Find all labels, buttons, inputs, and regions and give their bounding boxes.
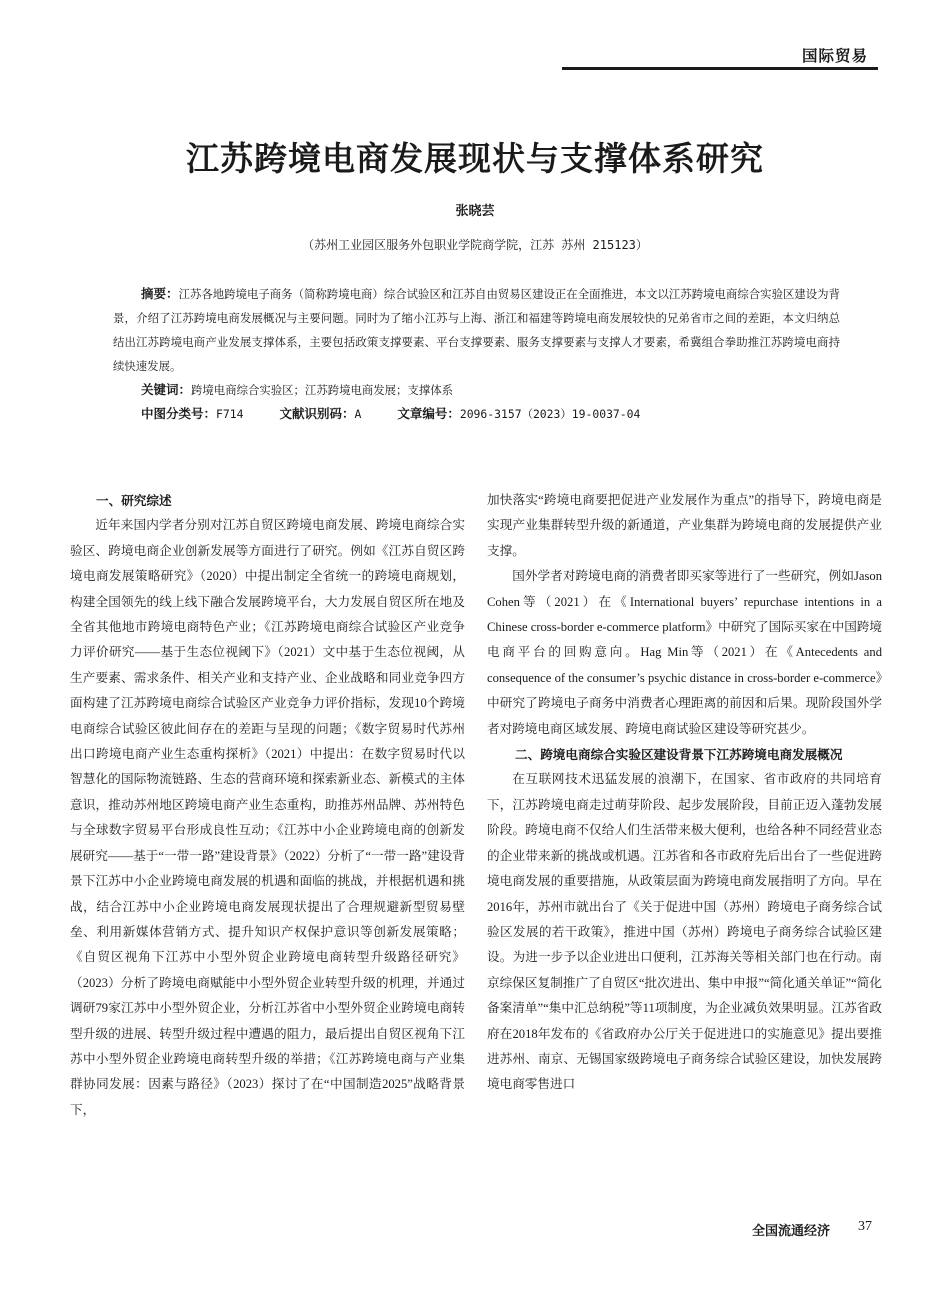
author-affiliation: （苏州工业园区服务外包职业学院商学院，江苏 苏州 215123） <box>302 238 648 252</box>
article-number-value: 2096-3157（2023）19-0037-04 <box>459 407 641 421</box>
abstract-block <box>113 282 840 426</box>
section-1-heading: 一、研究综述 <box>96 493 172 508</box>
keywords-label: 关键词： <box>141 382 192 397</box>
article-number-label: 文章编号： <box>397 406 460 421</box>
keywords-line <box>113 378 840 402</box>
abstract-paragraph <box>113 282 840 378</box>
section-label: 国际贸易 <box>801 47 868 65</box>
doc-code-value: A <box>354 407 362 421</box>
page-number: 37 <box>858 1219 872 1234</box>
right-column <box>487 488 882 1098</box>
left-column <box>70 488 465 1123</box>
author-name: 张晓芸 <box>455 204 495 219</box>
keywords-text: 跨境电商综合实验区；江苏跨境电商发展；支撑体系 <box>191 383 454 397</box>
body-paragraph: 近年来国内学者分别对江苏自贸区跨境电商发展、跨境电商综合实验区、跨境电商企业创新发展等方面进行了研究。例如《江苏自贸区跨境电商发展策略研究》（2020）中提出制定全省统一的跨境电商规划，构建全国领先的线上线下融合发展跨境平台，大力发展自贸区所在地及全省其他地市跨境电商特色产业；《江苏跨境电商综合试验区产业竞争力评价研究——基于生态位视阈下》（2021）文中基于生态位视阈，从生产要素、需求条件、相关产业和支持产业、企业战略和同业竞争四方面构建了江苏跨境电商综合试验区产业竞争力评价指标，发现10个跨境电商综合试验区彼此间存在的差距与呈现的问题；《数字贸易时代苏州出口跨境电商产业生态重构探析》（2021）中提出：在数字贸易时代以智慧化的国际物流链路、生态的营商环境和探索新业态、新模式的主体意识，推动苏州地区跨境电商产业生态重构，助推苏州品牌、苏州特色与全球数字贸易平台形成良性互动；《江苏中小企业跨境电商的创新发展研究——基于“一带一路”建设背景》（2022）分析了“一带一路”建设背景下江苏中小企业跨境电商发展的机遇和面临的挑战，并根据机遇和挑战，结合江苏中小企业跨境电商发展现状提出了合理规避新型贸易壁垒、利用新媒体营销方式、提升知识产权保护意识等创新发展策略；《自贸区视角下江苏中小型外贸企业跨境电商转型升级路径研究》（2023）分析了跨境电商赋能中小型外贸企业转型升级的机理，并通过调研79家江苏中小型外贸企业，分析江苏省中小型外贸企业跨境电商转型升级的进展、转型升级过程中遭遇的阻力，最后提出自贸区视角下江苏中小型外贸企业跨境电商转型升级的举措；《江苏跨境电商与产业集群协同发展：因素与路径》（2023）探讨了在“中国制造2025”战略背景下， <box>70 518 465 1117</box>
footer-journal-name: 全国流通经济 <box>752 1224 831 1239</box>
abstract-text: 江苏各地跨境电子商务（简称跨境电商）综合试验区和江苏自由贸易区建设正在全面推进，本文以江苏跨境电商综合实验区建设为背景，介绍了江苏跨境电商发展概况与主要问题。同时为了缩小江苏与上海、浙江和福建等跨境电商发展较快的兄弟省市之间的差距，本文归纳总结出江苏跨境电商产业发展支撑体系，主要包括政策支撑要素、平台支撑要素、服务支撑要素与支撑人才要素，希冀组合拳助推江苏跨境电商持续快速发展。 <box>113 287 840 373</box>
header-rule <box>562 67 878 70</box>
body-paragraph-continued: 加快落实“跨境电商要把促进产业发展作为重点”的指导下，跨境电商是实现产业集群转型升级的新通道，产业集群为跨境电商的发展提供产业支撑。 <box>487 493 882 558</box>
body-paragraph: 国外学者对跨境电商的消费者即买家等进行了一些研究，例如Jason Cohen等（2021）在《International buyers’ repurchase intentions in a Chinese cross-border e-commerce platform》中研究了国际买家在中国跨境电商平台的回购意向。Hag Min等（2021）在《Antecedents and consequence of the consumer’s psychic distance in cross-border e-commerce》中研究了跨境电子商务中消费者心理距离的前因和后果。现阶段国外学者对跨境电商区域发展、跨境电商试验区建设等研究甚少。 <box>487 569 882 736</box>
clc-value: F714 <box>216 407 244 421</box>
abstract-label: 摘要： <box>141 286 179 301</box>
article-title: 江苏跨境电商发展现状与支撑体系研究 <box>186 139 764 178</box>
body-paragraph: 在互联网技术迅猛发展的浪潮下，在国家、省市政府的共同培育下，江苏跨境电商走过萌芽阶段、起步发展阶段，目前正迈入蓬勃发展阶段。跨境电商不仅给人们生活带来极大便利，也给各种不同经营业态的企业带来新的挑战或机遇。江苏省和各市政府先后出台了一些促进跨境电商发展的重要措施，从政策层面为跨境电商发展指明了方向。早在2016年，苏州市就出台了《关于促进中国（苏州）跨境电子商务综合试验区发展的若干政策》，推进中国（苏州）跨境电子商务综合试验区建设。为进一步予以企业进出口便利，江苏海关等相关部门也在行动。南京综保区复制推广了自贸区“批次进出、集中申报”“简化通关单证”“简化备案清单”“集中汇总纳税”等11项制度，为企业减负效果明显。江苏省政府在2018年发布的《省政府办公厅关于促进进口的实施意见》提出要推进苏州、南京、无锡国家级跨境电子商务综合试验区建设，加快发展跨境电商零售进口 <box>487 772 882 1092</box>
clc-label: 中图分类号： <box>141 406 217 421</box>
section-2-heading: 二、跨境电商综合实验区建设背景下江苏跨境电商发展概况 <box>515 747 843 763</box>
classification-line <box>113 402 840 426</box>
doc-code-label: 文献识别码： <box>279 406 355 421</box>
